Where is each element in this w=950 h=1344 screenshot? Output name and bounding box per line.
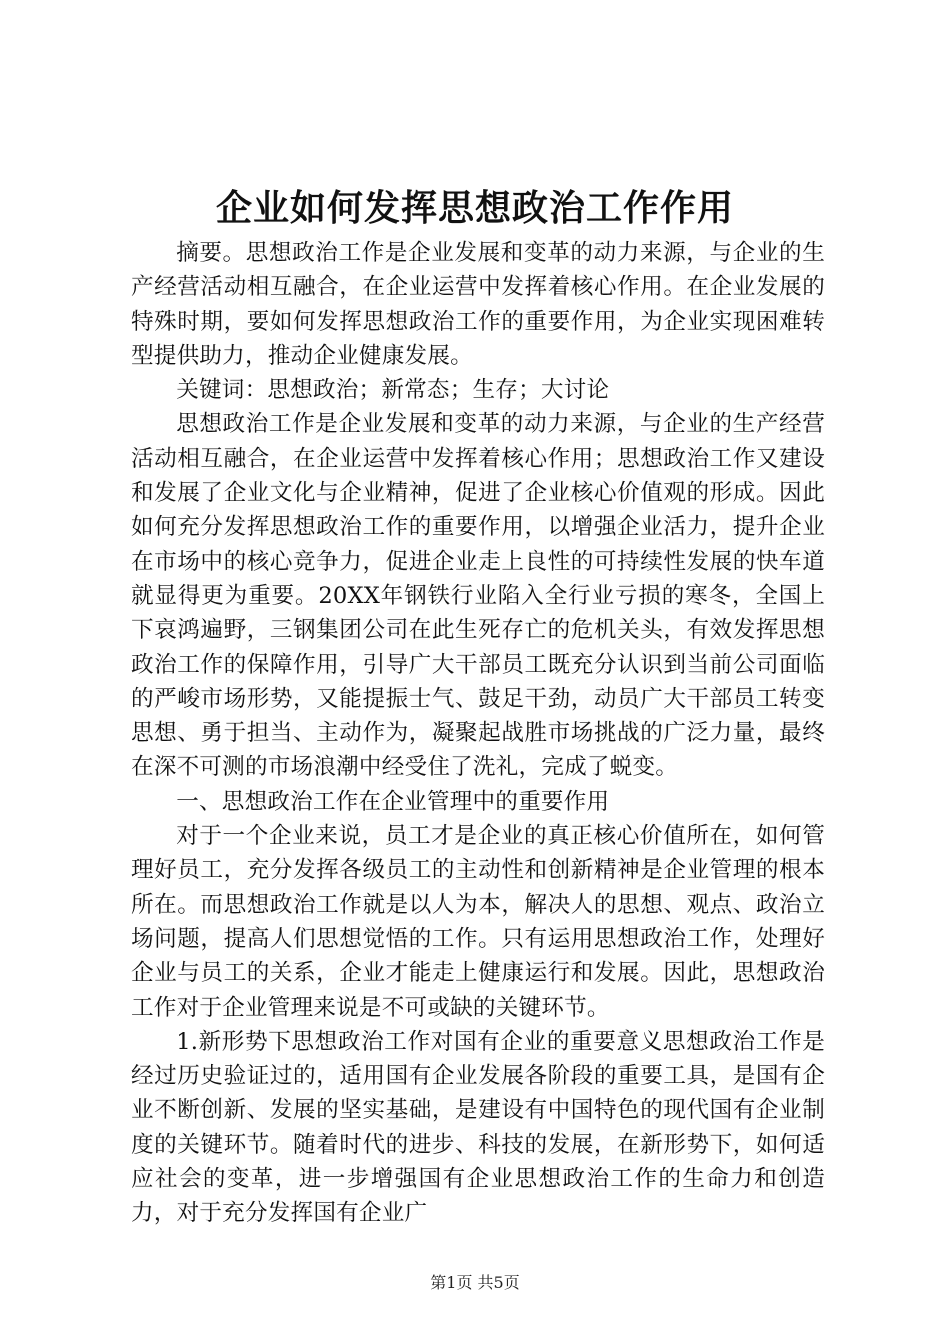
document-body: [131, 236, 825, 1231]
section-1-paragraph: 对于一个企业来说，员工才是企业的真正核心价值所在，如何管理好员工，充分发挥各级员工的主动性和创新精神是企业管理的根本所在。而思想政治工作就是以人为本，解决人的思想、观点、政治立场问题，提高人们思想觉悟的工作。只有运用思想政治工作，处理好企业与员工的关系，企业才能走上健康运行和发展。因此，思想政治工作对于企业管理来说是不可或缺的关键环节。: [131, 823, 825, 1021]
subsection-1-paragraph: 1.新形势下思想政治工作对国有企业的重要意义思想政治工作是经过历史验证过的，适用国有企业发展各阶段的重要工具，是国有企业不断创新、发展的坚实基础，是建设有中国特色的现代国有企业制度的关键环节。随着时代的进步、科技的发展，在新形势下，如何适应社会的变革，进一步增强国有企业思想政治工作的生命力和创造力，对于充分发挥国有企业广: [131, 1028, 825, 1227]
page-footer: 第1页 共5页: [430, 1273, 520, 1292]
section-heading-1: 一、思想政治工作在企业管理中的重要作用: [176, 788, 610, 815]
keywords-line: 关键词：思想政治；新常态；生存；大讨论: [176, 377, 610, 404]
intro-paragraph: 思想政治工作是企业发展和变革的动力来源，与企业的生产经营活动相互融合，在企业运营中发挥着核心作用；思想政治工作又建设和发展了企业文化与企业精神，促进了企业核心价值观的形成。因此如何充分发挥思想政治工作的重要作用，以增强企业活力，提升企业在市场中的核心竞争力，促进企业走上良性的可持续性发展的快车道就显得更为重要。20XX年钢铁行业陷入全行业亏损的寒冬，全国上下哀鸿遍野，三钢集团公司在此生死存亡的危机关头，有效发挥思想政治工作的保障作用，引导广大干部员工既充分认识到当前公司面临的严峻市场形势，又能提振士气、鼓足干劲，动员广大干部员工转变思想、勇于担当、主动作为，凝聚起战胜市场挑战的广泛力量，最终在深不可测的市场浪潮中经受住了洗礼，完成了蜕变。: [131, 411, 825, 781]
abstract-paragraph: 摘要。思想政治工作是企业发展和变革的动力来源，与企业的生产经营活动相互融合，在企业运营中发挥着核心作用。在企业发展的特殊时期，要如何发挥思想政治工作的重要作用，为企业实现困难转型提供助力，推动企业健康发展。: [131, 240, 825, 369]
page-title: 企业如何发挥思想政治工作作用: [215, 187, 734, 229]
